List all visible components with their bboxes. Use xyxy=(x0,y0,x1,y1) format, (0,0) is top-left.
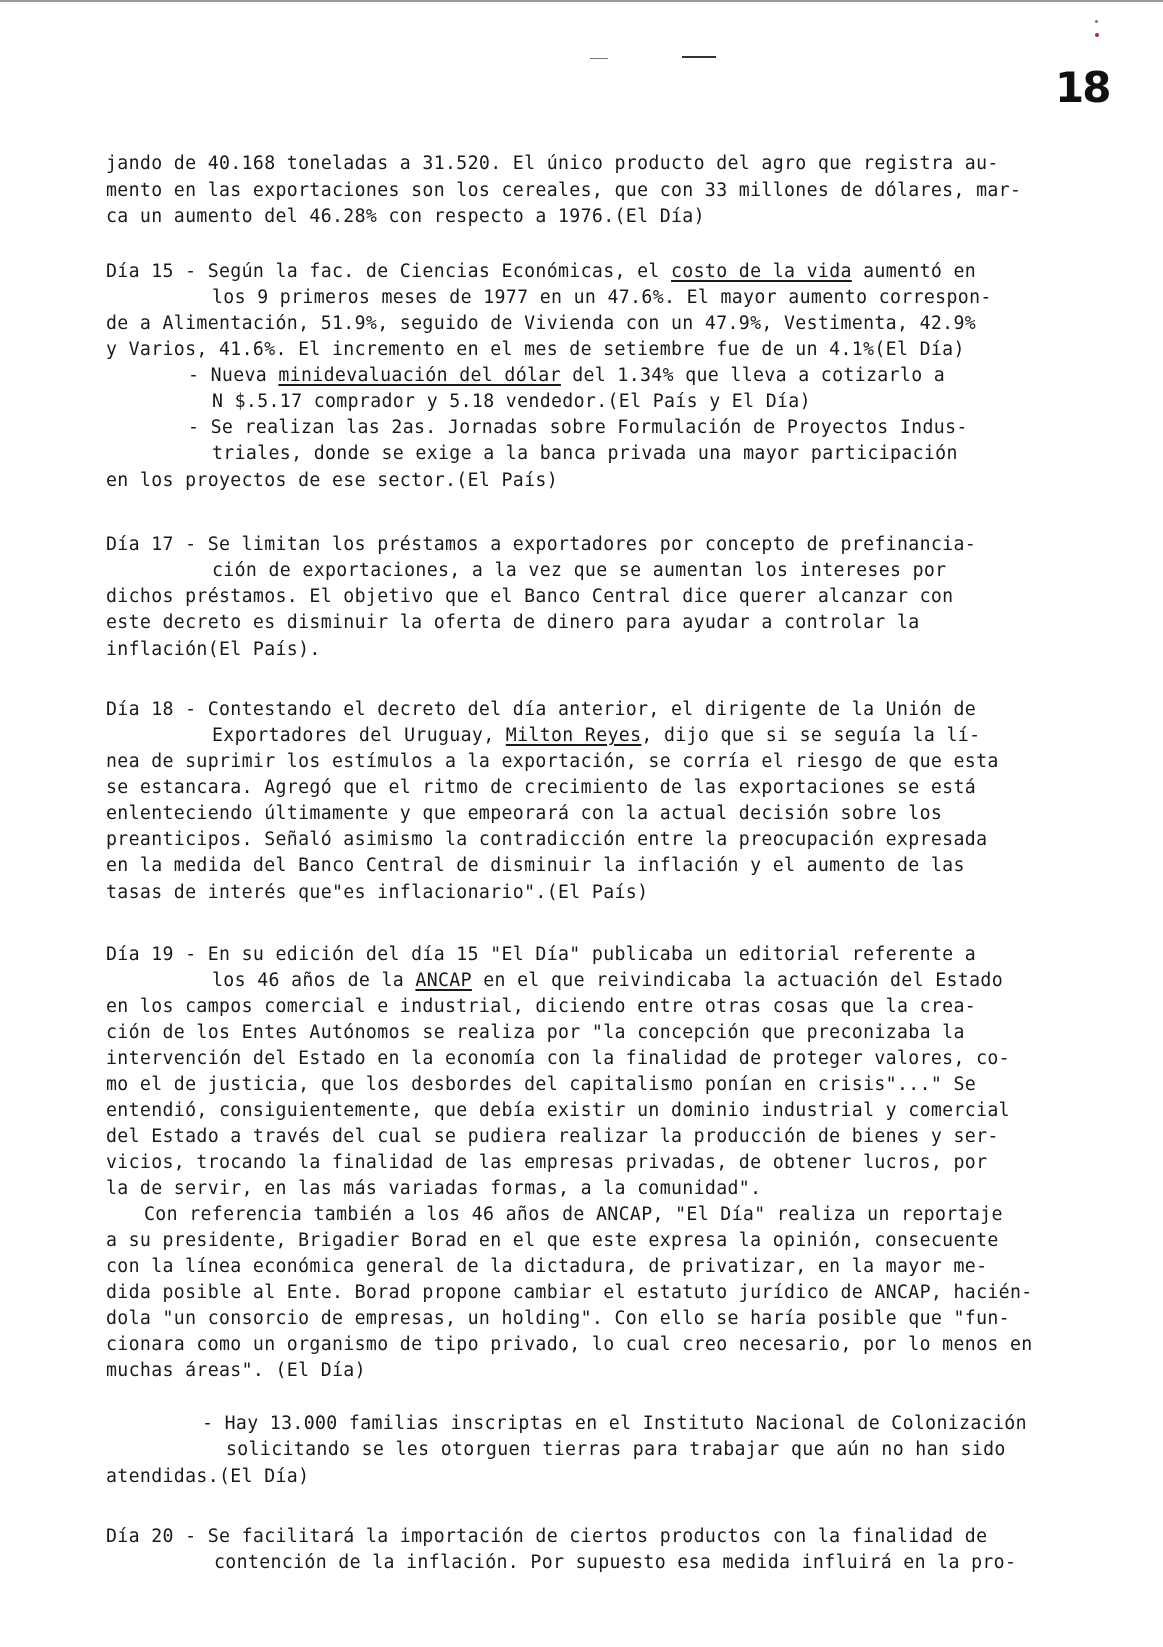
scan-speck xyxy=(1095,20,1098,23)
text-line: ción de exportaciones, a la vez que se aumentan los intereses por xyxy=(212,560,947,581)
text-line: Día 17 - Se limitan los préstamos a exportadores por concepto de prefinancia- xyxy=(106,534,977,555)
text-line: cionara como un organismo de tipo privado, lo cual creo necesario, por lo menos en xyxy=(106,1334,1033,1355)
underlined-phrase: Milton Reyes xyxy=(505,725,642,746)
text-line: Día 18 - Contestando el decreto del día anterior, el dirigente de la Unión de xyxy=(106,699,977,720)
text-line: preanticipos. Señaló asimismo la contradicción entre la preocupación expresada xyxy=(106,829,988,850)
text-line: tasas de interés que"es inflacionario".(El País) xyxy=(106,882,649,903)
text-line: enlenteciendo últimamente y que empeorará con la actual decisión sobre los xyxy=(106,803,943,824)
underlined-phrase: ANCAP xyxy=(415,970,472,991)
text-line: nea de suprimir los estímulos a la exportación, se corría el riesgo de que esta xyxy=(106,751,999,772)
text-line: vicios, trocando la finalidad de las empresas privadas, de obtener lucros, por xyxy=(106,1152,988,1173)
text-line: con la línea económica general de la dictadura, de privatizar, en la mayor me- xyxy=(106,1256,988,1277)
scan-mark xyxy=(682,56,716,58)
text-line: a su presidente, Brigadier Borad en el que este expresa la opinión, consecuente xyxy=(106,1230,999,1251)
text-line: dichos préstamos. El objetivo que el Banco Central dice querer alcanzar con xyxy=(106,586,954,607)
text-line: mo el de justicia, que los desbordes del capitalismo ponían en crisis"..." Se xyxy=(106,1074,977,1095)
text-line: Con referencia también a los 46 años de ANCAP, "El Día" realiza un reportaje xyxy=(144,1204,1003,1225)
text-line: entendió, consiguientemente, que debía existir un dominio industrial y comercial xyxy=(106,1100,1010,1121)
text-line: los 9 primeros meses de 1977 en un 47.6%. El mayor aumento correspon- xyxy=(212,287,992,308)
underlined-phrase: minidevaluación del dólar xyxy=(278,365,561,386)
text-line: la de servir, en las más variadas formas, a la comunidad". xyxy=(106,1178,762,1199)
text-line: mento en las exportaciones son los cereales, que con 33 millones de dólares, mar- xyxy=(106,180,1022,201)
text-line: dola "un consorcio de empresas, un holding". Con ello se haría posible que "fun- xyxy=(106,1308,1010,1329)
text-line: y Varios, 41.6%. El incremento en el mes de setiembre fue de un 4.1%(El Día) xyxy=(106,339,965,360)
text-line: este decreto es disminuir la oferta de dinero para ayudar a controlar la xyxy=(106,612,920,633)
text-line: - Hay 13.000 familias inscriptas en el Instituto Nacional de Colonización xyxy=(202,1413,1027,1434)
scan-top-edge xyxy=(0,0,1163,2)
text-line: en los proyectos de ese sector.(El País) xyxy=(106,470,558,491)
text-line: se estancara. Agregó que el ritmo de crecimiento de las exportaciones se está xyxy=(106,777,977,798)
underlined-phrase: costo de la vida xyxy=(671,261,852,282)
text-line: en los campos comercial e industrial, diciendo entre otras cosas que la crea- xyxy=(106,996,977,1017)
text-line: atendidas.(El Día) xyxy=(106,1466,310,1487)
text-line: del Estado a través del cual se pudiera realizar la producción de bienes y ser- xyxy=(106,1126,999,1147)
text-line: intervención del Estado en la economía con la finalidad de proteger valores, co- xyxy=(106,1048,1010,1069)
page-number: 18 xyxy=(1055,63,1110,112)
text-line: inflación(El País). xyxy=(106,639,321,660)
text-line: contención de la inflación. Por supuesto esa medida influirá en la pro- xyxy=(214,1552,1017,1573)
text-line: - Nueva minidevaluación del dólar del 1.34% que lleva a cotizarlo a xyxy=(188,365,946,386)
text-line: N $.5.17 comprador y 5.18 vendedor.(El País y El Día) xyxy=(212,391,811,412)
text-line: de a Alimentación, 51.9%, seguido de Vivienda con un 47.9%, Vestimenta, 42.9% xyxy=(106,313,977,334)
text-line: ción de los Entes Autónomos se realiza por "la concepción que preconizaba la xyxy=(106,1022,965,1043)
text-line: solicitando se les otorguen tierras para trabajar que aún no han sido xyxy=(226,1439,1006,1460)
text-line: jando de 40.168 toneladas a 31.520. El único producto del agro que registra au- xyxy=(106,153,999,174)
text-line: Exportadores del Uruguay, Milton Reyes, dijo que si se seguía la lí- xyxy=(212,725,981,746)
text-line: dida posible al Ente. Borad propone cambiar el estatuto jurídico de ANCAP, hacién- xyxy=(106,1282,1033,1303)
scan-speck xyxy=(1095,33,1099,37)
text-line: triales, donde se exige a la banca privada una mayor participación xyxy=(212,443,958,464)
text-line: Día 20 - Se facilitará la importación de ciertos productos con la finalidad de xyxy=(106,1526,988,1547)
scan-mark xyxy=(590,58,608,59)
text-line: muchas áreas". (El Día) xyxy=(106,1360,366,1381)
text-line: Día 15 - Según la fac. de Ciencias Económicas, el costo de la vida aumentó en xyxy=(106,261,977,282)
text-line: - Se realizan las 2as. Jornadas sobre Formulación de Proyectos Indus- xyxy=(188,417,968,438)
text-line: los 46 años de la ANCAP en el que reivindicaba la actuación del Estado xyxy=(212,970,1003,991)
text-line: Día 19 - En su edición del día 15 "El Día" publicaba un editorial referente a xyxy=(106,944,977,965)
text-line: ca un aumento del 46.28% con respecto a 1976.(El Día) xyxy=(106,206,705,227)
text-line: en la medida del Banco Central de disminuir la inflación y el aumento de las xyxy=(106,855,965,876)
